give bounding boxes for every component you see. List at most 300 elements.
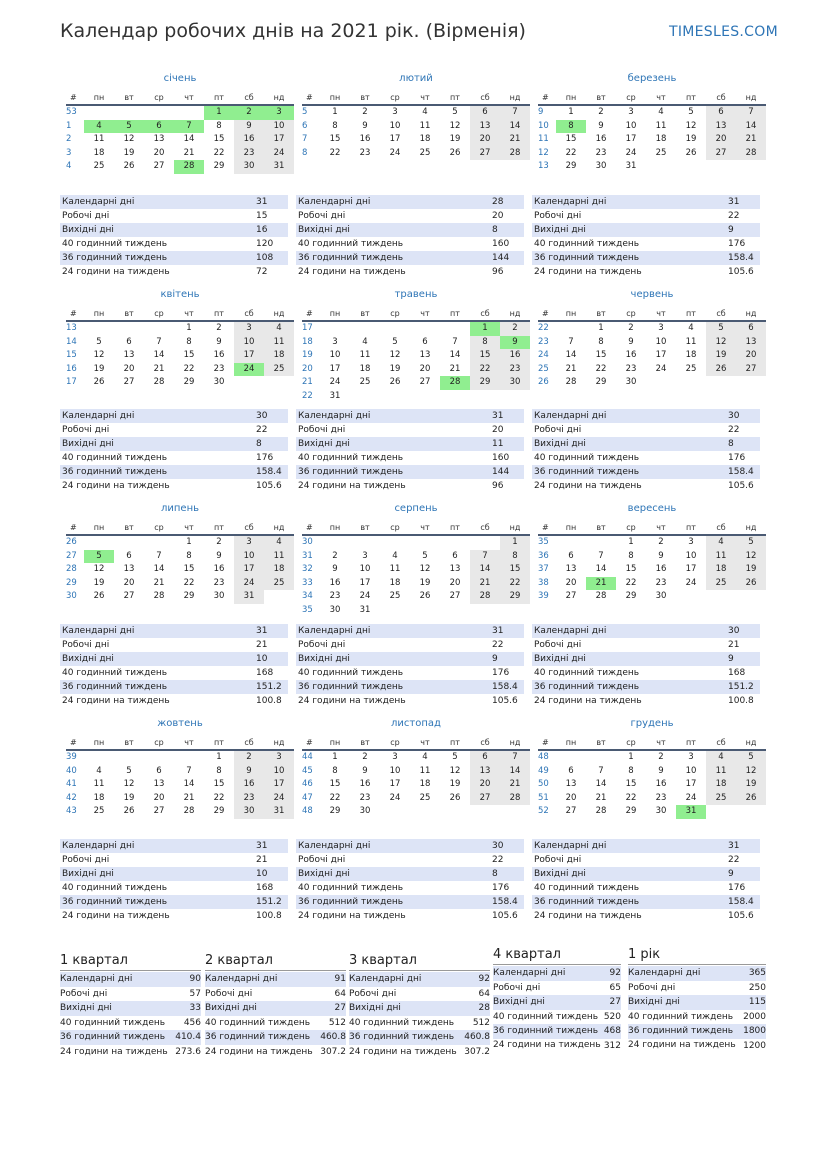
day-cell[interactable]: 23: [213, 577, 225, 588]
day-cell[interactable]: 27: [706, 147, 736, 161]
day-cell[interactable]: 4: [96, 765, 102, 776]
day-cell[interactable]: 30: [213, 591, 225, 601]
day-cell[interactable]: 26: [93, 377, 105, 387]
day-cell[interactable]: 17: [264, 778, 294, 792]
day-cell[interactable]: 19: [685, 134, 697, 144]
day-cell[interactable]: 1: [186, 537, 192, 547]
day-cell[interactable]: 20: [565, 792, 577, 803]
day-cell[interactable]: 11: [93, 134, 105, 144]
day-cell[interactable]: 1: [332, 107, 338, 117]
day-cell[interactable]: 10: [264, 765, 294, 779]
day-cell[interactable]: 19: [93, 577, 105, 588]
day-cell[interactable]: 14: [500, 120, 530, 134]
day-cell[interactable]: 15: [565, 134, 577, 144]
day-cell[interactable]: 14: [500, 765, 530, 779]
day-cell[interactable]: 21: [470, 577, 500, 591]
day-cell[interactable]: 24: [359, 591, 371, 601]
day-cell[interactable]: 13: [736, 336, 766, 350]
day-cell[interactable]: 13: [470, 120, 500, 134]
day-cell[interactable]: 14: [183, 779, 195, 789]
day-cell[interactable]: 8: [470, 336, 500, 350]
day-cell[interactable]: 4: [264, 536, 294, 550]
day-cell[interactable]: 22: [213, 147, 225, 158]
day-cell[interactable]: 10: [685, 765, 697, 776]
day-cell[interactable]: 12: [706, 336, 736, 350]
day-cell[interactable]: 3: [392, 752, 398, 762]
day-cell[interactable]: 22: [500, 577, 530, 591]
day-cell[interactable]: 6: [470, 106, 500, 120]
day-cell[interactable]: 15: [470, 349, 500, 363]
day-cell[interactable]: 28: [440, 376, 470, 390]
day-cell[interactable]: 21: [153, 363, 165, 374]
day-cell[interactable]: 7: [500, 106, 530, 120]
day-cell[interactable]: 23: [500, 363, 530, 377]
day-cell[interactable]: 12: [389, 350, 401, 360]
day-cell[interactable]: 28: [595, 591, 607, 601]
day-cell[interactable]: 29: [595, 377, 607, 387]
day-cell[interactable]: 10: [655, 336, 667, 347]
day-cell[interactable]: 12: [736, 765, 766, 779]
day-cell[interactable]: 26: [123, 161, 135, 171]
day-cell[interactable]: 20: [123, 577, 135, 588]
day-cell[interactable]: 14: [736, 120, 766, 134]
day-cell[interactable]: 9: [216, 336, 222, 347]
day-cell[interactable]: 7: [736, 106, 766, 120]
day-cell[interactable]: 5: [84, 550, 114, 564]
day-cell[interactable]: 28: [174, 160, 204, 174]
day-cell[interactable]: 2: [628, 323, 634, 333]
day-cell[interactable]: 17: [685, 779, 697, 789]
day-cell[interactable]: 26: [93, 591, 105, 601]
day-cell[interactable]: 18: [93, 792, 105, 803]
day-cell[interactable]: 9: [658, 765, 664, 776]
day-cell[interactable]: 18: [685, 350, 697, 360]
day-cell[interactable]: 9: [362, 120, 368, 131]
day-cell[interactable]: 31: [625, 161, 637, 171]
day-cell[interactable]: 5: [452, 752, 458, 762]
day-cell[interactable]: 11: [389, 564, 401, 574]
day-cell[interactable]: 23: [359, 147, 371, 158]
day-cell[interactable]: 17: [234, 563, 264, 577]
day-cell[interactable]: 15: [213, 779, 225, 789]
day-cell[interactable]: 15: [625, 564, 637, 574]
day-cell[interactable]: 16: [625, 350, 637, 360]
day-cell[interactable]: 19: [93, 363, 105, 374]
day-cell[interactable]: 6: [568, 550, 574, 561]
day-cell[interactable]: 24: [685, 792, 697, 803]
day-cell[interactable]: 8: [628, 765, 634, 776]
day-cell[interactable]: 14: [449, 350, 461, 360]
day-cell[interactable]: 22: [213, 792, 225, 803]
day-cell[interactable]: 2: [234, 106, 264, 120]
day-cell[interactable]: 22: [625, 577, 637, 588]
day-cell[interactable]: 2: [332, 550, 338, 561]
day-cell[interactable]: 3: [658, 323, 664, 333]
day-cell[interactable]: 21: [736, 133, 766, 147]
day-cell[interactable]: 10: [359, 564, 371, 574]
day-cell[interactable]: 18: [93, 147, 105, 158]
day-cell[interactable]: 1: [598, 323, 604, 333]
day-cell[interactable]: 21: [183, 792, 195, 803]
day-cell[interactable]: 20: [123, 363, 135, 374]
day-cell[interactable]: 20: [449, 577, 461, 588]
day-cell[interactable]: 19: [123, 147, 135, 158]
day-cell[interactable]: 20: [470, 778, 500, 792]
day-cell[interactable]: 8: [332, 120, 338, 131]
day-cell[interactable]: 26: [449, 147, 461, 158]
day-cell[interactable]: 20: [153, 147, 165, 158]
day-cell[interactable]: 1: [568, 107, 574, 117]
day-cell[interactable]: 14: [153, 564, 165, 574]
day-cell[interactable]: 1: [628, 752, 634, 762]
day-cell[interactable]: 26: [736, 792, 766, 806]
day-cell[interactable]: 8: [332, 765, 338, 776]
day-cell[interactable]: 1: [186, 323, 192, 333]
day-cell[interactable]: 26: [419, 591, 431, 601]
day-cell[interactable]: 17: [234, 349, 264, 363]
day-cell[interactable]: 21: [586, 577, 616, 591]
day-cell[interactable]: 10: [389, 120, 401, 131]
day-cell[interactable]: 10: [389, 765, 401, 776]
day-cell[interactable]: 27: [123, 591, 135, 601]
day-cell[interactable]: 5: [96, 336, 102, 347]
day-cell[interactable]: 23: [655, 792, 667, 803]
day-cell[interactable]: 20: [565, 577, 577, 588]
day-cell[interactable]: 9: [598, 120, 604, 131]
day-cell[interactable]: 30: [359, 806, 371, 816]
day-cell[interactable]: 26: [449, 792, 461, 803]
day-cell[interactable]: 28: [153, 591, 165, 601]
day-cell[interactable]: 22: [625, 792, 637, 803]
day-cell[interactable]: 25: [685, 363, 697, 374]
day-cell[interactable]: 13: [565, 564, 577, 574]
day-cell[interactable]: 19: [449, 779, 461, 789]
day-cell[interactable]: 7: [186, 765, 192, 776]
day-cell[interactable]: 31: [359, 604, 371, 615]
day-cell[interactable]: 13: [706, 120, 736, 134]
day-cell[interactable]: 28: [595, 806, 607, 816]
day-cell[interactable]: 4: [392, 550, 398, 561]
day-cell[interactable]: 23: [234, 147, 264, 161]
day-cell[interactable]: 4: [84, 120, 114, 134]
day-cell[interactable]: 5: [114, 120, 144, 134]
day-cell[interactable]: 18: [706, 563, 736, 577]
day-cell[interactable]: 12: [123, 134, 135, 144]
day-cell[interactable]: 5: [706, 322, 736, 336]
day-cell[interactable]: 19: [736, 563, 766, 577]
day-cell[interactable]: 28: [470, 590, 500, 604]
day-cell[interactable]: 22: [329, 147, 341, 158]
day-cell[interactable]: 11: [706, 550, 736, 564]
day-cell[interactable]: 18: [419, 779, 431, 789]
day-cell[interactable]: 14: [153, 350, 165, 360]
day-cell[interactable]: 21: [153, 577, 165, 588]
day-cell[interactable]: 20: [419, 363, 431, 374]
day-cell[interactable]: 22: [329, 792, 341, 803]
day-cell[interactable]: 18: [359, 363, 371, 374]
day-cell[interactable]: 7: [470, 550, 500, 564]
day-cell[interactable]: 29: [625, 806, 637, 816]
day-cell[interactable]: 2: [598, 107, 604, 117]
day-cell[interactable]: 4: [362, 336, 368, 347]
day-cell[interactable]: 4: [422, 107, 428, 117]
day-cell[interactable]: 28: [736, 147, 766, 161]
day-cell[interactable]: 4: [658, 107, 664, 117]
day-cell[interactable]: 31: [234, 590, 264, 604]
day-cell[interactable]: 24: [234, 363, 264, 377]
day-cell[interactable]: 25: [264, 577, 294, 591]
day-cell[interactable]: 21: [565, 363, 577, 374]
day-cell[interactable]: 2: [658, 537, 664, 547]
day-cell[interactable]: 9: [216, 550, 222, 561]
day-cell[interactable]: 4: [706, 751, 736, 765]
day-cell[interactable]: 22: [183, 577, 195, 588]
day-cell[interactable]: 30: [655, 591, 667, 601]
day-cell[interactable]: 15: [625, 779, 637, 789]
day-cell[interactable]: 23: [625, 363, 637, 374]
day-cell[interactable]: 24: [685, 577, 697, 588]
day-cell[interactable]: 16: [359, 134, 371, 144]
day-cell[interactable]: 8: [598, 336, 604, 347]
day-cell[interactable]: 1: [216, 752, 222, 762]
day-cell[interactable]: 20: [153, 792, 165, 803]
day-cell[interactable]: 28: [500, 147, 530, 161]
day-cell[interactable]: 11: [93, 779, 105, 789]
day-cell[interactable]: 3: [234, 536, 264, 550]
day-cell[interactable]: 16: [655, 779, 667, 789]
day-cell[interactable]: 1: [204, 106, 234, 120]
day-cell[interactable]: 2: [234, 751, 264, 765]
day-cell[interactable]: 13: [449, 564, 461, 574]
day-cell[interactable]: 16: [234, 133, 264, 147]
day-cell[interactable]: 19: [389, 363, 401, 374]
day-cell[interactable]: 14: [565, 350, 577, 360]
day-cell[interactable]: 30: [234, 160, 264, 174]
day-cell[interactable]: 11: [706, 765, 736, 779]
day-cell[interactable]: 15: [500, 563, 530, 577]
day-cell[interactable]: 25: [93, 806, 105, 816]
day-cell[interactable]: 6: [144, 120, 174, 134]
day-cell[interactable]: 11: [264, 336, 294, 350]
day-cell[interactable]: 7: [598, 765, 604, 776]
day-cell[interactable]: 29: [329, 806, 341, 816]
day-cell[interactable]: 13: [470, 765, 500, 779]
day-cell[interactable]: 17: [655, 350, 667, 360]
day-cell[interactable]: 29: [183, 591, 195, 601]
day-cell[interactable]: 8: [216, 120, 222, 131]
day-cell[interactable]: 8: [186, 336, 192, 347]
day-cell[interactable]: 3: [628, 107, 634, 117]
day-cell[interactable]: 7: [174, 120, 204, 134]
day-cell[interactable]: 9: [234, 120, 264, 134]
day-cell[interactable]: 2: [216, 537, 222, 547]
day-cell[interactable]: 3: [688, 752, 694, 762]
day-cell[interactable]: 10: [685, 550, 697, 561]
day-cell[interactable]: 25: [264, 363, 294, 377]
day-cell[interactable]: 17: [264, 133, 294, 147]
day-cell[interactable]: 22: [565, 147, 577, 158]
day-cell[interactable]: 4: [264, 322, 294, 336]
day-cell[interactable]: 5: [736, 751, 766, 765]
day-cell[interactable]: 31: [264, 805, 294, 819]
day-cell[interactable]: 6: [156, 765, 162, 776]
day-cell[interactable]: 22: [470, 363, 500, 377]
day-cell[interactable]: 23: [655, 577, 667, 588]
day-cell[interactable]: 11: [655, 120, 667, 131]
day-cell[interactable]: 6: [568, 765, 574, 776]
day-cell[interactable]: 10: [625, 120, 637, 131]
day-cell[interactable]: 7: [500, 751, 530, 765]
day-cell[interactable]: 24: [329, 377, 341, 387]
day-cell[interactable]: 13: [153, 134, 165, 144]
day-cell[interactable]: 19: [736, 778, 766, 792]
day-cell[interactable]: 25: [93, 161, 105, 171]
day-cell[interactable]: 5: [452, 107, 458, 117]
day-cell[interactable]: 3: [264, 106, 294, 120]
day-cell[interactable]: 8: [186, 550, 192, 561]
day-cell[interactable]: 7: [156, 336, 162, 347]
day-cell[interactable]: 3: [264, 751, 294, 765]
day-cell[interactable]: 30: [329, 604, 341, 615]
day-cell[interactable]: 15: [183, 564, 195, 574]
day-cell[interactable]: 25: [706, 792, 736, 806]
day-cell[interactable]: 6: [452, 550, 458, 561]
day-cell[interactable]: 20: [736, 349, 766, 363]
day-cell[interactable]: 30: [625, 377, 637, 387]
day-cell[interactable]: 12: [93, 350, 105, 360]
day-cell[interactable]: 13: [419, 350, 431, 360]
day-cell[interactable]: 29: [470, 376, 500, 390]
day-cell[interactable]: 25: [389, 591, 401, 601]
day-cell[interactable]: 16: [329, 577, 341, 588]
day-cell[interactable]: 8: [628, 550, 634, 561]
day-cell[interactable]: 19: [123, 792, 135, 803]
day-cell[interactable]: 23: [595, 147, 607, 158]
day-cell[interactable]: 19: [449, 134, 461, 144]
day-cell[interactable]: 25: [419, 792, 431, 803]
day-cell[interactable]: 5: [422, 550, 428, 561]
day-cell[interactable]: 8: [216, 765, 222, 776]
day-cell[interactable]: 25: [359, 377, 371, 387]
day-cell[interactable]: 11: [419, 765, 431, 776]
day-cell[interactable]: 18: [655, 134, 667, 144]
day-cell[interactable]: 6: [126, 550, 132, 561]
day-cell[interactable]: 31: [329, 390, 341, 401]
day-cell[interactable]: 27: [419, 377, 431, 387]
day-cell[interactable]: 15: [329, 779, 341, 789]
day-cell[interactable]: 9: [234, 765, 264, 779]
site-brand[interactable]: TIMESLES.COM: [669, 24, 778, 40]
day-cell[interactable]: 19: [419, 577, 431, 588]
day-cell[interactable]: 27: [565, 806, 577, 816]
day-cell[interactable]: 8: [556, 120, 586, 134]
day-cell[interactable]: 29: [625, 591, 637, 601]
day-cell[interactable]: 9: [332, 564, 338, 574]
day-cell[interactable]: 13: [153, 779, 165, 789]
day-cell[interactable]: 26: [123, 806, 135, 816]
day-cell[interactable]: 18: [706, 778, 736, 792]
day-cell[interactable]: 8: [500, 550, 530, 564]
day-cell[interactable]: 25: [655, 147, 667, 158]
day-cell[interactable]: 5: [736, 536, 766, 550]
day-cell[interactable]: 18: [264, 349, 294, 363]
day-cell[interactable]: 6: [422, 336, 428, 347]
day-cell[interactable]: 21: [449, 363, 461, 374]
day-cell[interactable]: 9: [658, 550, 664, 561]
day-cell[interactable]: 14: [183, 134, 195, 144]
day-cell[interactable]: 12: [736, 550, 766, 564]
day-cell[interactable]: 12: [419, 564, 431, 574]
day-cell[interactable]: 16: [500, 349, 530, 363]
day-cell[interactable]: 10: [234, 550, 264, 564]
day-cell[interactable]: 26: [685, 147, 697, 158]
day-cell[interactable]: 17: [359, 577, 371, 588]
day-cell[interactable]: 17: [329, 363, 341, 374]
day-cell[interactable]: 17: [389, 134, 401, 144]
day-cell[interactable]: 26: [706, 363, 736, 377]
day-cell[interactable]: 14: [470, 563, 500, 577]
day-cell[interactable]: 16: [234, 778, 264, 792]
day-cell[interactable]: 15: [329, 134, 341, 144]
day-cell[interactable]: 30: [234, 805, 264, 819]
day-cell[interactable]: 9: [500, 336, 530, 350]
day-cell[interactable]: 5: [392, 336, 398, 347]
day-cell[interactable]: 12: [449, 765, 461, 776]
day-cell[interactable]: 11: [359, 350, 371, 360]
day-cell[interactable]: 20: [470, 133, 500, 147]
day-cell[interactable]: 27: [153, 161, 165, 171]
day-cell[interactable]: 30: [213, 377, 225, 387]
day-cell[interactable]: 27: [470, 147, 500, 161]
day-cell[interactable]: 12: [449, 120, 461, 131]
day-cell[interactable]: 16: [655, 564, 667, 574]
day-cell[interactable]: 27: [449, 591, 461, 601]
day-cell[interactable]: 1: [500, 536, 530, 550]
day-cell[interactable]: 27: [470, 792, 500, 806]
day-cell[interactable]: 21: [500, 778, 530, 792]
day-cell[interactable]: 13: [565, 779, 577, 789]
day-cell[interactable]: 15: [183, 350, 195, 360]
day-cell[interactable]: 4: [422, 752, 428, 762]
day-cell[interactable]: 12: [123, 779, 135, 789]
day-cell[interactable]: 2: [500, 322, 530, 336]
day-cell[interactable]: 31: [676, 805, 706, 819]
day-cell[interactable]: 13: [123, 350, 135, 360]
day-cell[interactable]: 14: [595, 779, 607, 789]
day-cell[interactable]: 17: [625, 134, 637, 144]
day-cell[interactable]: 7: [568, 336, 574, 347]
day-cell[interactable]: 28: [500, 792, 530, 806]
day-cell[interactable]: 7: [156, 550, 162, 561]
day-cell[interactable]: 24: [389, 147, 401, 158]
day-cell[interactable]: 24: [389, 792, 401, 803]
day-cell[interactable]: 15: [595, 350, 607, 360]
day-cell[interactable]: 24: [264, 147, 294, 161]
day-cell[interactable]: 24: [655, 363, 667, 374]
day-cell[interactable]: 11: [685, 336, 697, 347]
day-cell[interactable]: 3: [234, 322, 264, 336]
day-cell[interactable]: 10: [329, 350, 341, 360]
day-cell[interactable]: 11: [419, 120, 431, 131]
day-cell[interactable]: 13: [123, 564, 135, 574]
day-cell[interactable]: 9: [362, 765, 368, 776]
day-cell[interactable]: 3: [392, 107, 398, 117]
day-cell[interactable]: 28: [183, 806, 195, 816]
day-cell[interactable]: 23: [213, 363, 225, 374]
day-cell[interactable]: 30: [595, 161, 607, 171]
day-cell[interactable]: 25: [706, 577, 736, 591]
day-cell[interactable]: 4: [688, 323, 694, 333]
